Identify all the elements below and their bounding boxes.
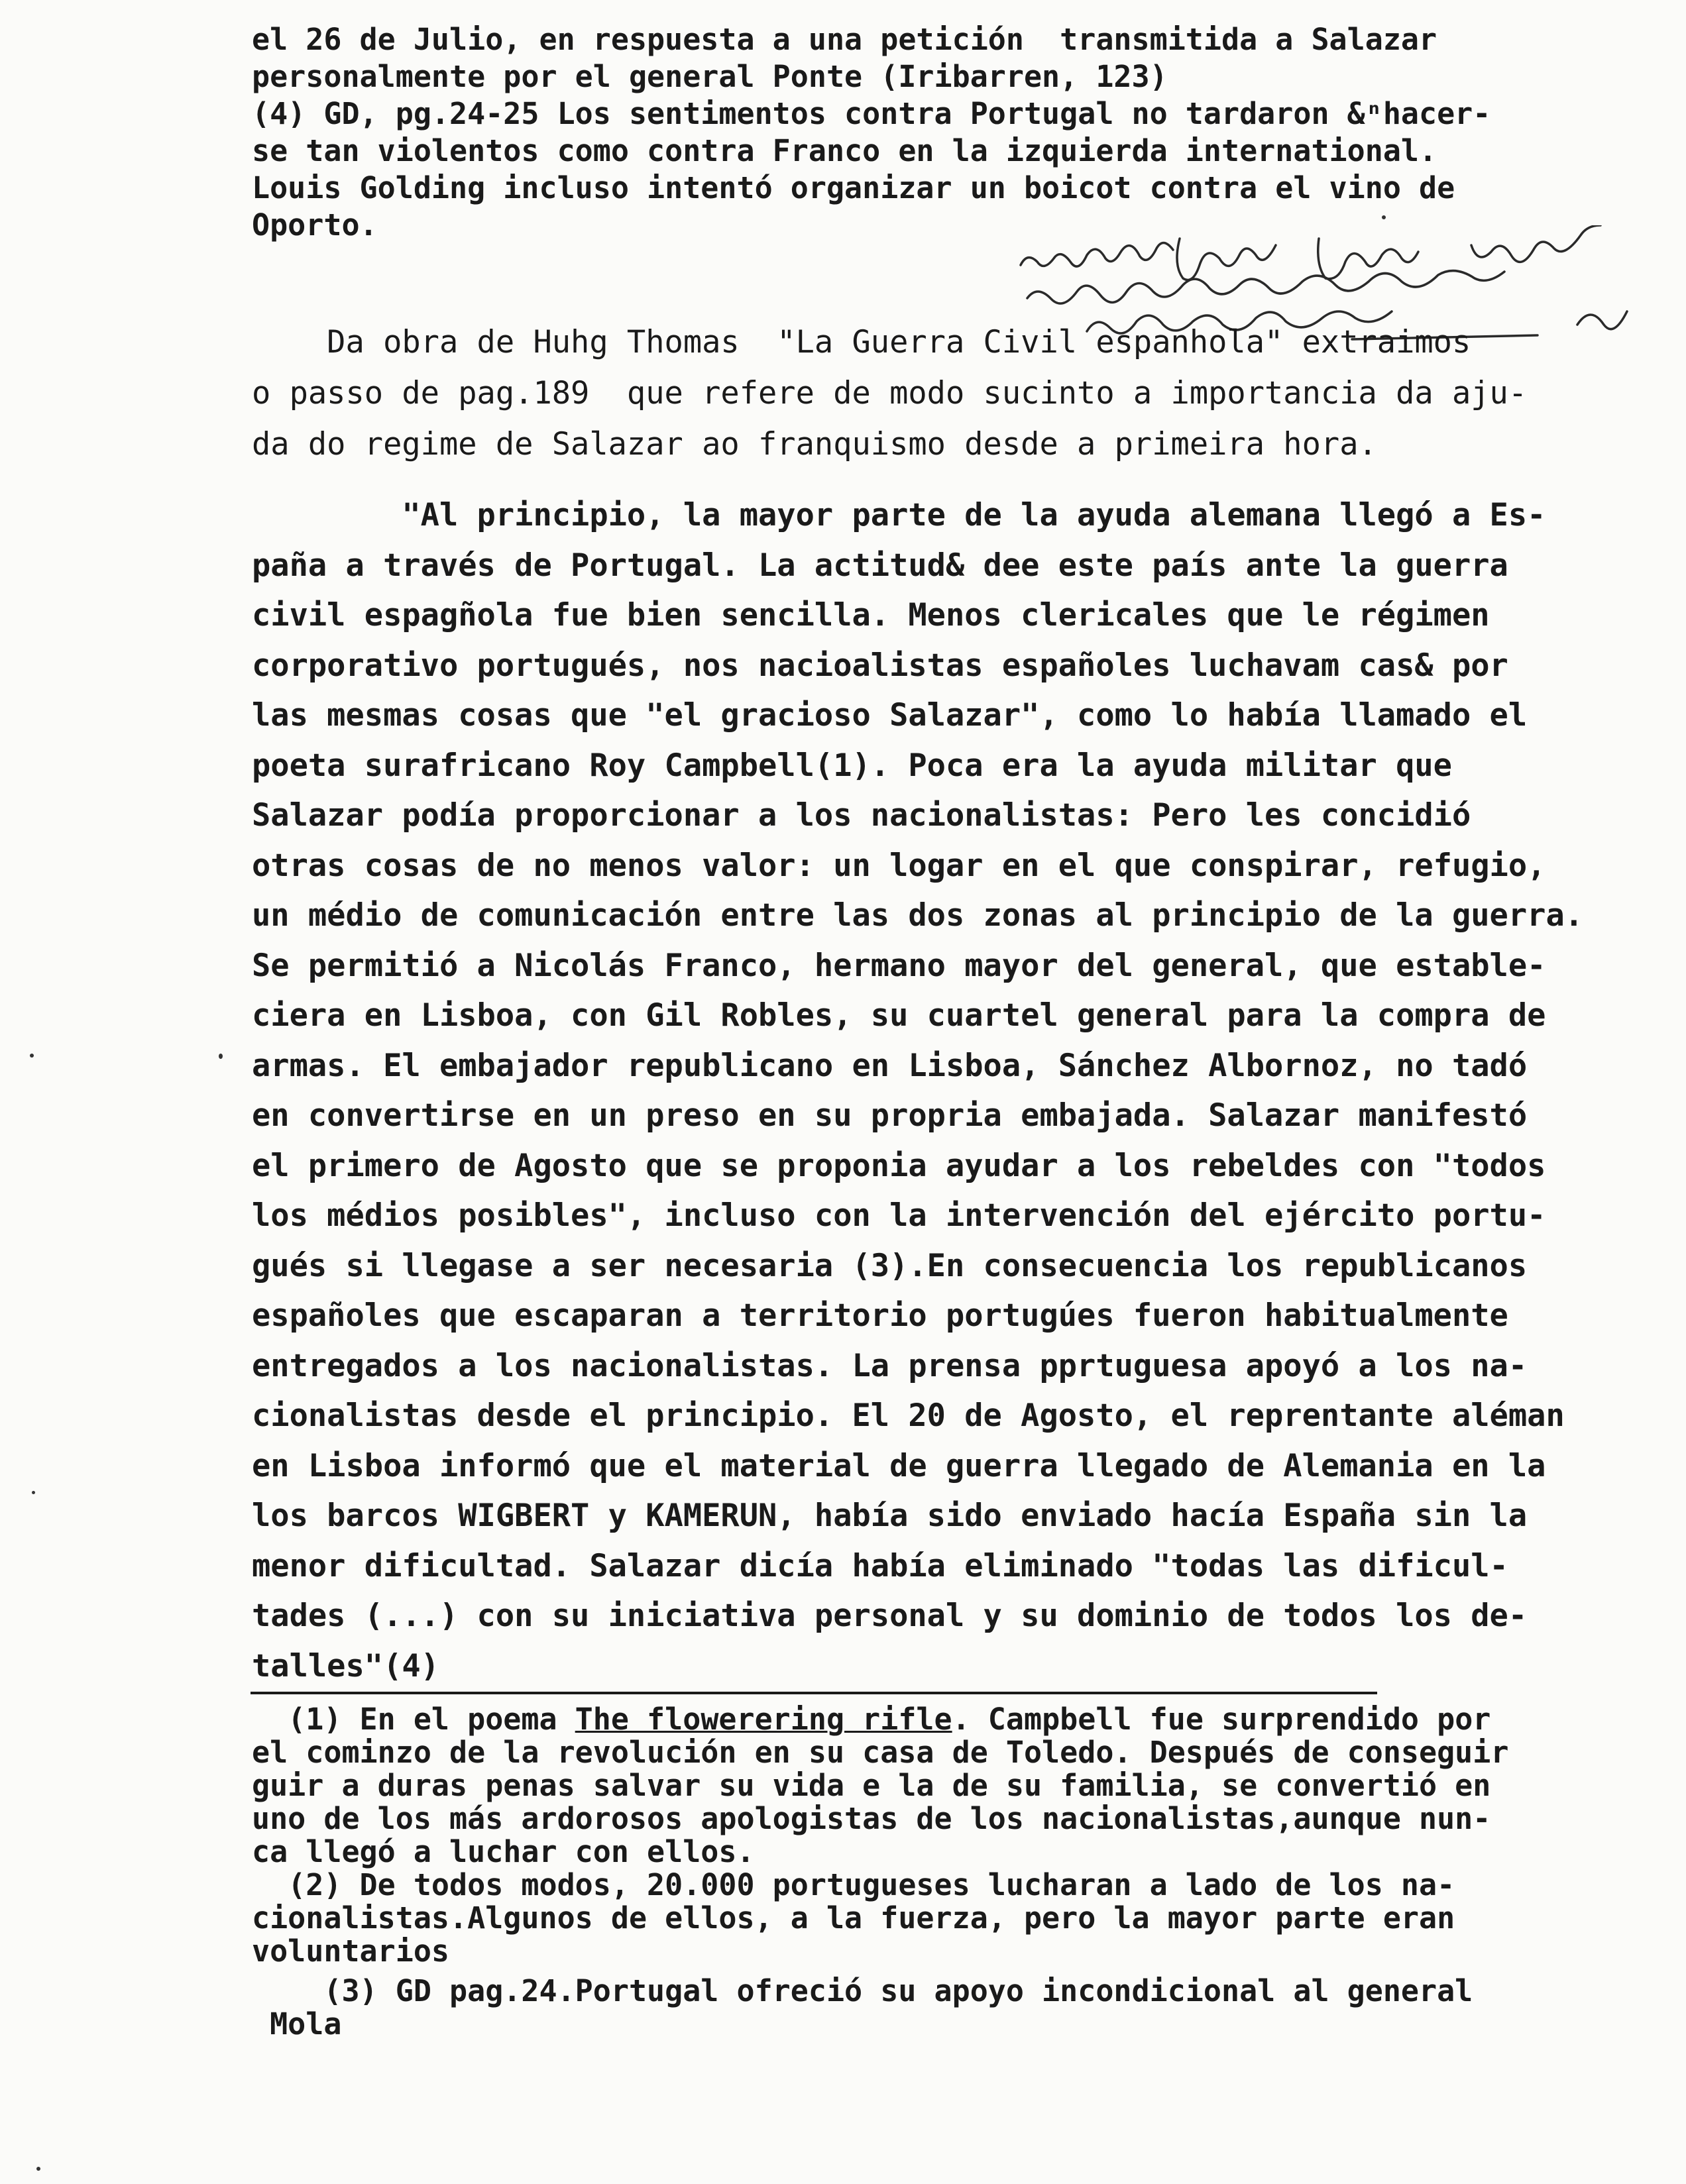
text-line: otras cosas de no menos valor: un logar en el que conspirar, refugio, — [252, 847, 1546, 884]
text-line: ca llegó a luchar con ellos. — [252, 1834, 755, 1869]
poem-title: The flowerering rifle — [575, 1702, 952, 1737]
text-line: en convertirse en un preso en su propria embajada. Salazar manifestó — [252, 1097, 1528, 1134]
text-line: Oporto. — [252, 207, 378, 243]
text-line: Mola — [252, 2006, 342, 2042]
quoted-passage — [252, 490, 1657, 1691]
text-line: o passo de pag.189 que refere de modo sucinto a importancia da aju- — [252, 375, 1528, 411]
text-line: tades (...) con su iniciativa personal y su dominio de todos los de- — [252, 1598, 1528, 1634]
text-line: las mesmas cosas que "el gracioso Salazar", como lo había llamado el — [252, 697, 1528, 734]
text-line: civil espagñola fue bien sencilla. Menos clericales que le régimen — [252, 597, 1490, 633]
text-line: paña a través de Portugal. La actitud& dee este país ante la guerra — [252, 547, 1508, 584]
footnote-1-rest: . Campbell fue surprendido por — [952, 1702, 1491, 1737]
text-line: entregados a los nacionalistas. La prensa pprtuguesa apoyó a los na- — [252, 1347, 1528, 1384]
text-line: cionalistas.Algunos de ellos, a la fuerza, pero la mayor parte eran — [252, 1900, 1455, 1936]
text-line: españoles que escaparan a territorio portugúes fueron habitualmente — [252, 1297, 1508, 1334]
text-line: armas. El embajador republicano en Lisboa, Sánchez Albornoz, no tadó — [252, 1047, 1528, 1084]
text-line: ciera en Lisboa, con Gil Robles, su cuartel general para la compra de — [252, 997, 1546, 1034]
paper-speck — [1382, 215, 1386, 219]
footnote-3: (3) GD pag.24.Portugal ofreció su apoyo incondicional al general — [252, 1973, 1473, 2008]
paper-speck — [30, 1054, 34, 1058]
text-line: se tan violentos como contra Franco en la izquierda international. — [252, 133, 1437, 168]
text-line: menor dificultad. Salazar dicía había eliminado "todas las dificul- — [252, 1547, 1508, 1584]
text-line: da do regime de Salazar ao franquismo desde a primeira hora. — [252, 426, 1377, 463]
text-line: los barcos WIGBERT y KAMERUN, había sido enviado hacía España sin la — [252, 1498, 1528, 1534]
text-line: el primero de Agosto que se proponia ayudar a los rebeldes con "todos — [252, 1147, 1546, 1184]
text-line: un médio de comunicación entre las dos zonas al principio de la guerra. — [252, 897, 1584, 934]
footnote-divider — [251, 1692, 1377, 1694]
paper-speck — [219, 1054, 223, 1059]
paper-speck — [36, 2167, 40, 2171]
text-line: el cominzo de la revolución en su casa de Toledo. Después de conseguir — [252, 1735, 1509, 1770]
paper-speck — [32, 1491, 35, 1494]
text-line: corporativo portugués, nos nacioalistas españoles luchavam cas& por — [252, 647, 1508, 684]
footnote-continuation — [252, 21, 1644, 244]
text-line: en Lisboa informó que el material de guerra llegado de Alemania en la — [252, 1447, 1546, 1484]
text-line: talles"(4) — [252, 1647, 439, 1684]
text-line: Da obra de Huhg Thomas "La Guerra Civil espanhola" extraimos — [252, 324, 1471, 360]
text-line: los médios posibles", incluso con la intervención del ejército portu- — [252, 1197, 1546, 1234]
text-line: (4) GD, pg.24-25 Los sentimentos contra Portugal no tardaron &ⁿhacer- — [252, 96, 1491, 131]
text-line: poeta surafricano Roy Campbell(1). Poca era la ayuda militar que — [252, 747, 1452, 784]
footnote-1 — [252, 1703, 1663, 1736]
text-line: Salazar podía proporcionar a los nacionalistas: Pero les concidió — [252, 797, 1471, 834]
intro-paragraph — [252, 317, 1644, 470]
text-line: gués si llegase a ser necesaria (3).En consecuencia los republicanos — [252, 1247, 1528, 1284]
text-line: el 26 de Julio, en respuesta a una petición transmitida a Salazar — [252, 22, 1437, 57]
text-line: uno de los más ardorosos apologistas de los nacionalistas,aunque nun- — [252, 1801, 1491, 1836]
text-line: Louis Golding incluso intentó organizar un boicot contra el vino de — [252, 170, 1455, 205]
footnote-1-prefix: (1) En el poema — [252, 1702, 575, 1737]
text-line: personalmente por el general Ponte (Iribarren, 123) — [252, 59, 1168, 94]
footnote-2: (2) De todos modos, 20.000 portugueses lucharan a lado de los na- — [252, 1867, 1455, 1902]
text-line: guir a duras penas salvar su vida e la de su familia, se convertió en — [252, 1768, 1491, 1803]
text-line: "Al principio, la mayor parte de la ayuda alemana llegó a Es- — [252, 497, 1546, 533]
text-line: cionalistas desde el principio. El 20 de Agosto, el reprentante aléman — [252, 1397, 1565, 1434]
footnotes — [252, 1703, 1663, 2041]
text-line: voluntarios — [252, 1934, 450, 1969]
text-line: Se permitió a Nicolás Franco, hermano mayor del general, que estable- — [252, 947, 1546, 984]
